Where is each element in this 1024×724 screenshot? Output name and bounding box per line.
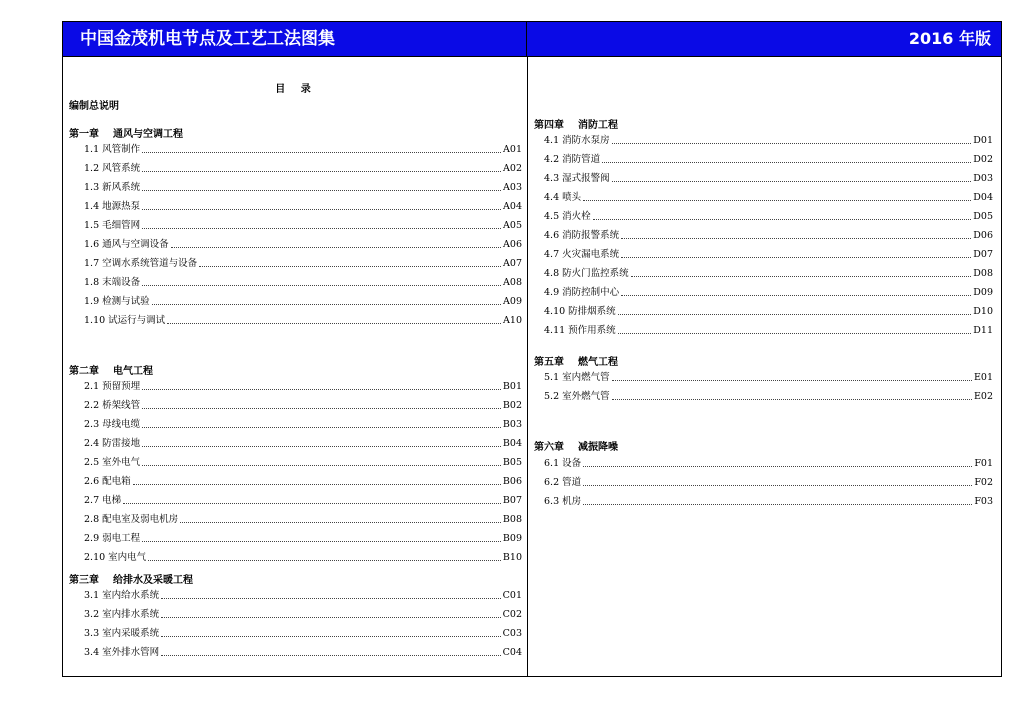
toc-entry xyxy=(84,294,522,308)
toc-entry-code: A07 xyxy=(503,258,522,269)
page-header xyxy=(63,22,1001,57)
chapter-number: 第二章 xyxy=(69,366,99,377)
toc-entry xyxy=(544,190,993,204)
toc-entry-label: 1.7 空调水系统管道与设备 xyxy=(84,258,198,269)
toc-entry-code: A01 xyxy=(503,144,522,155)
toc-entry-code: D09 xyxy=(973,287,993,298)
toc-entry-code: B10 xyxy=(502,552,522,563)
toc-entry-code: D04 xyxy=(973,192,993,203)
dot-leader xyxy=(612,398,972,400)
toc-entry-label: 4.6 消防报警系统 xyxy=(544,230,620,241)
toc-entry xyxy=(84,256,522,270)
chapter-number: 第四章 xyxy=(534,120,564,131)
toc-entry-code: D03 xyxy=(973,173,993,184)
toc-entry-code: A10 xyxy=(503,315,522,326)
dot-leader xyxy=(583,199,971,201)
toc-entry xyxy=(544,209,993,223)
toc-entry xyxy=(84,313,522,327)
dot-leader xyxy=(142,189,501,191)
dot-leader xyxy=(142,170,501,172)
toc-entry xyxy=(84,474,522,488)
general-note-heading: 编制总说明 xyxy=(69,101,119,112)
chapter-name: 燃气工程 xyxy=(578,357,618,368)
header-left-cell xyxy=(63,22,527,56)
toc-entry-label: 1.9 检测与试验 xyxy=(84,296,150,307)
toc-entry-code: C02 xyxy=(502,609,522,620)
chapter-name: 电气工程 xyxy=(113,366,153,377)
dot-leader xyxy=(593,218,972,220)
toc-entry-code: A05 xyxy=(503,220,522,231)
toc-entry xyxy=(544,304,993,318)
dot-leader xyxy=(171,246,501,248)
toc-entry xyxy=(544,171,993,185)
toc-entry-code: A08 xyxy=(503,277,522,288)
dot-leader xyxy=(142,464,501,466)
chapter-heading xyxy=(534,353,618,368)
chapter-number: 第六章 xyxy=(534,442,564,453)
toc-entry xyxy=(544,228,993,242)
dot-leader xyxy=(621,256,971,258)
toc-entry xyxy=(84,531,522,545)
toc-entry-code: B02 xyxy=(502,400,522,411)
toc-entry-label: 6.1 设备 xyxy=(544,458,582,469)
toc-entry-label: 1.6 通风与空调设备 xyxy=(84,239,169,250)
toc-entry xyxy=(544,133,993,147)
toc-entry-label: 6.2 管道 xyxy=(544,477,582,488)
toc-entry-label: 4.10 防排烟系统 xyxy=(544,306,616,317)
dot-leader xyxy=(123,502,501,504)
toc-entry-label: 2.3 母线电缆 xyxy=(84,419,141,430)
toc-entry-label: 2.6 配电箱 xyxy=(84,476,131,487)
toc-entry-code: D01 xyxy=(973,135,993,146)
dot-leader xyxy=(621,294,971,296)
toc-entry-label: 2.4 防雷接地 xyxy=(84,438,141,449)
toc-entry-label: 1.8 末端设备 xyxy=(84,277,141,288)
toc-entry-label: 2.8 配电室及弱电机房 xyxy=(84,514,179,525)
toc-entry-label: 4.1 消防水泵房 xyxy=(544,135,610,146)
dot-leader xyxy=(583,465,972,467)
dot-leader xyxy=(161,597,501,599)
toc-entry-label: 6.3 机房 xyxy=(544,496,582,507)
toc-entry xyxy=(84,218,522,232)
toc-entry xyxy=(84,455,522,469)
toc-entry-code: F01 xyxy=(974,458,993,469)
toc-entry-label: 1.1 风管制作 xyxy=(84,144,141,155)
chapter-heading xyxy=(69,362,153,377)
dot-leader xyxy=(142,407,501,409)
toc-entry-code: B01 xyxy=(502,381,522,392)
toc-entry-code: B05 xyxy=(502,457,522,468)
dot-leader xyxy=(167,322,501,324)
toc-entry-code: E01 xyxy=(973,372,993,383)
toc-title: 目 录 xyxy=(275,84,317,95)
chapter-heading xyxy=(534,438,618,453)
toc-entry-label: 1.5 毛细管网 xyxy=(84,220,141,231)
dot-leader xyxy=(161,616,501,618)
dot-leader xyxy=(618,313,972,315)
toc-entry-code: B04 xyxy=(502,438,522,449)
toc-entry-code: D05 xyxy=(973,211,993,222)
toc-entry-code: B06 xyxy=(502,476,522,487)
dot-leader xyxy=(142,388,501,390)
toc-entry-label: 2.5 室外电气 xyxy=(84,457,141,468)
toc-entry xyxy=(544,285,993,299)
toc-entry-code: B07 xyxy=(502,495,522,506)
toc-entry-code: C03 xyxy=(502,628,522,639)
dot-leader xyxy=(142,227,501,229)
toc-entry-code: D07 xyxy=(973,249,993,260)
toc-entry xyxy=(84,142,522,156)
dot-leader xyxy=(612,180,972,182)
toc-entry-label: 4.2 消防管道 xyxy=(544,154,601,165)
dot-leader xyxy=(612,379,972,381)
toc-entry-code: D08 xyxy=(973,268,993,279)
toc-entry-label: 2.2 桥架线管 xyxy=(84,400,141,411)
dot-leader xyxy=(161,635,501,637)
toc-entry-code: A02 xyxy=(503,163,522,174)
chapter-name: 减振降噪 xyxy=(578,442,618,453)
dot-leader xyxy=(142,208,501,210)
dot-leader xyxy=(142,284,501,286)
chapter-heading xyxy=(69,125,183,140)
chapter-number: 第五章 xyxy=(534,357,564,368)
toc-entry-label: 1.3 新风系统 xyxy=(84,182,141,193)
toc-entry xyxy=(544,456,993,470)
toc-entry-label: 4.11 预作用系统 xyxy=(544,325,616,336)
toc-entry-code: A09 xyxy=(503,296,522,307)
toc-entry-code: A03 xyxy=(503,182,522,193)
toc-entry xyxy=(544,323,993,337)
dot-leader xyxy=(618,332,972,334)
toc-entry xyxy=(84,398,522,412)
dot-leader xyxy=(199,265,501,267)
chapter-name: 给排水及采暖工程 xyxy=(113,575,193,586)
toc-entry-code: D10 xyxy=(973,306,993,317)
toc-entry xyxy=(84,588,522,602)
dot-leader xyxy=(142,426,501,428)
toc-entry xyxy=(84,275,522,289)
toc-entry-label: 4.4 喷头 xyxy=(544,192,582,203)
toc-entry xyxy=(84,512,522,526)
toc-entry xyxy=(84,237,522,251)
toc-entry xyxy=(84,493,522,507)
toc-entry-label: 3.2 室内排水系统 xyxy=(84,609,160,620)
toc-entry-code: D02 xyxy=(973,154,993,165)
atlas-title: 中国金茂机电节点及工艺工法图集 xyxy=(80,29,335,49)
toc-entry-code: A04 xyxy=(503,201,522,212)
chapter-name: 通风与空调工程 xyxy=(113,129,183,140)
toc-entry xyxy=(84,436,522,450)
toc-entry-label: 5.2 室外燃气管 xyxy=(544,391,610,402)
toc-entry-code: A06 xyxy=(503,239,522,250)
dot-leader xyxy=(631,275,972,277)
toc-entry-label: 4.3 湿式报警阀 xyxy=(544,173,610,184)
toc-entry-label: 2.10 室内电气 xyxy=(84,552,147,563)
dot-leader xyxy=(161,654,501,656)
dot-leader xyxy=(180,521,501,523)
chapter-heading xyxy=(69,571,193,586)
toc-entry-code: C04 xyxy=(502,647,522,658)
toc-entry-code: E02 xyxy=(973,391,993,402)
dot-leader xyxy=(583,484,972,486)
toc-entry xyxy=(84,645,522,659)
toc-entry-label: 1.2 风管系统 xyxy=(84,163,141,174)
dot-leader xyxy=(621,237,971,239)
toc-entry xyxy=(544,266,993,280)
toc-entry xyxy=(544,370,993,384)
toc-entry xyxy=(84,626,522,640)
toc-entry-label: 3.3 室内采暖系统 xyxy=(84,628,160,639)
dot-leader xyxy=(133,483,501,485)
dot-leader xyxy=(602,161,971,163)
toc-entry-label: 1.10 试运行与调试 xyxy=(84,315,166,326)
toc-entry-label: 4.5 消火栓 xyxy=(544,211,591,222)
toc-entry-code: C01 xyxy=(502,590,522,601)
toc-entry xyxy=(84,161,522,175)
chapter-heading xyxy=(534,116,618,131)
toc-entry-label: 1.4 地源热泵 xyxy=(84,201,141,212)
toc-entry-label: 4.8 防火门监控系统 xyxy=(544,268,629,279)
toc-entry-label: 2.1 预留预埋 xyxy=(84,381,141,392)
toc-entry-code: D11 xyxy=(973,325,993,336)
dot-leader xyxy=(142,151,501,153)
toc-entry xyxy=(544,247,993,261)
toc-entry-code: B03 xyxy=(502,419,522,430)
toc-entry-label: 4.7 火灾漏电系统 xyxy=(544,249,620,260)
toc-entry-code: B08 xyxy=(502,514,522,525)
toc-entry-label: 2.9 弱电工程 xyxy=(84,533,141,544)
toc-entry-label: 5.1 室内燃气管 xyxy=(544,372,610,383)
toc-entry-label: 3.4 室外排水管网 xyxy=(84,647,160,658)
dot-leader xyxy=(148,559,501,561)
dot-leader xyxy=(152,303,501,305)
edition-label: 2016 年版 xyxy=(908,29,991,48)
toc-entry xyxy=(84,550,522,564)
toc-entry-code: B09 xyxy=(502,533,522,544)
toc-entry xyxy=(544,494,993,508)
toc-entry xyxy=(544,389,993,403)
dot-leader xyxy=(612,142,972,144)
chapter-name: 消防工程 xyxy=(578,120,618,131)
dot-leader xyxy=(142,445,501,447)
dot-leader xyxy=(142,540,501,542)
toc-entry xyxy=(84,199,522,213)
chapter-number: 第一章 xyxy=(69,129,99,140)
toc-entry-label: 2.7 电梯 xyxy=(84,495,122,506)
toc-entry-label: 3.1 室内给水系统 xyxy=(84,590,160,601)
toc-entry xyxy=(84,180,522,194)
toc-entry xyxy=(84,607,522,621)
toc-entry xyxy=(84,379,522,393)
column-divider xyxy=(527,56,528,676)
toc-page-frame xyxy=(62,21,1002,677)
toc-entry xyxy=(84,417,522,431)
toc-entry-code: D06 xyxy=(973,230,993,241)
toc-entry-label: 4.9 消防控制中心 xyxy=(544,287,620,298)
dot-leader xyxy=(583,503,972,505)
chapter-number: 第三章 xyxy=(69,575,99,586)
toc-entry xyxy=(544,152,993,166)
toc-entry-code: F03 xyxy=(974,496,993,507)
toc-entry-code: F02 xyxy=(974,477,993,488)
toc-entry xyxy=(544,475,993,489)
